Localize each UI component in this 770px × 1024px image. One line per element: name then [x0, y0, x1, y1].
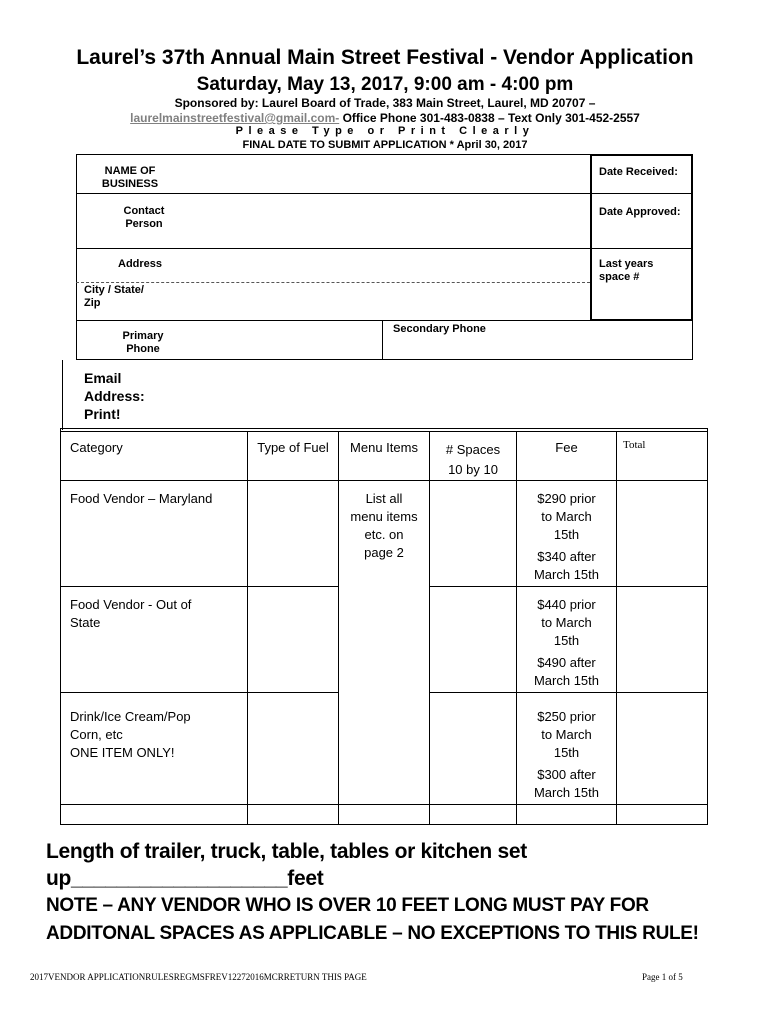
form-left-border	[76, 154, 77, 359]
address-field[interactable]	[176, 250, 586, 281]
row-2-category	[70, 596, 191, 632]
row-line-2b	[429, 692, 708, 693]
length-feet-field[interactable]	[78, 866, 296, 890]
length-line2: up___________________feet	[46, 867, 324, 890]
row-line-1b	[429, 586, 708, 587]
row-1-spaces-field[interactable]	[432, 483, 514, 583]
header-category: Category	[70, 440, 123, 455]
sponsor-line: Sponsored by: Laurel Board of Trade, 383 Main Street, Laurel, MD 20707 –	[174, 96, 596, 110]
row-1-category	[70, 490, 212, 508]
page-title: Laurel’s 37th Annual Main Street Festival - Vendor Application	[76, 46, 694, 69]
row-3-fee-prior-1: $250 prior	[537, 709, 596, 724]
menu-note-line3: etc. on	[364, 527, 404, 542]
contact-line2: Person	[125, 218, 163, 230]
menu-items-note	[339, 490, 429, 562]
primary-phone-field[interactable]	[186, 322, 380, 358]
col-line-3	[429, 431, 430, 825]
city-state-zip-label	[84, 284, 144, 310]
row-2-category-line1: Food Vendor - Out of	[70, 597, 192, 612]
row-1-category-line1: Food Vendor – Maryland	[70, 491, 213, 506]
menu-note-line2: menu items	[350, 509, 418, 524]
email-left-border	[62, 360, 63, 430]
header-spaces-line1: # Spaces	[445, 442, 501, 457]
contact-person-field[interactable]	[196, 195, 586, 247]
form-divider-5	[76, 359, 693, 360]
form-top-border	[76, 154, 590, 155]
city-line1: City / State/	[84, 284, 144, 296]
office-use-box	[590, 154, 693, 321]
last-years-line2: space #	[599, 271, 640, 283]
row-line-2a	[60, 692, 338, 693]
secondary-phone-label: Secondary Phone	[393, 323, 486, 335]
header-total: Total	[623, 439, 646, 451]
business-name-label	[78, 165, 182, 191]
row-3-fee-after-2: March 15th	[533, 785, 600, 800]
primary-phone-label	[106, 330, 180, 356]
applicant-form	[76, 154, 693, 430]
form-divider-2	[76, 248, 590, 249]
phone-split-line	[382, 320, 383, 359]
row-3-fee-prior-3: 15th	[553, 745, 580, 760]
business-name-line1: NAME OF	[104, 165, 156, 177]
length-line1: Length of trailer, truck, table, tables or kitchen set	[46, 840, 527, 863]
fee-table	[60, 428, 708, 828]
row-1-fee-after-1: $340 after	[537, 549, 596, 564]
row-2-fee-prior-2: to March	[541, 615, 592, 630]
warning-line1: NOTE – ANY VENDOR WHO IS OVER 10 FEET LONG MUST PAY FOR	[46, 895, 649, 916]
table-left-border	[60, 428, 61, 825]
email-line2: Address:	[84, 388, 145, 404]
primary-line1: Primary	[122, 330, 164, 342]
page-number: Page 1 of 5	[642, 972, 683, 982]
email-address-field[interactable]	[166, 362, 686, 428]
row-3-category-line2: Corn, etc	[70, 727, 123, 742]
email-link[interactable]: laurelmainstreetfestival@gmail.com-	[130, 111, 340, 125]
row-line-1a	[60, 586, 338, 587]
row-1-fee-after-2: March 15th	[533, 567, 600, 582]
row-3-spaces-field[interactable]	[432, 695, 514, 801]
menu-note-line1: List all	[365, 491, 403, 506]
form-right-border	[692, 320, 693, 359]
row-2-fee-prior-3: 15th	[553, 633, 580, 648]
row-line-header	[60, 480, 708, 481]
address-label: Address	[118, 258, 163, 270]
city-line2: Zip	[84, 297, 101, 309]
row-3-fee	[517, 708, 616, 802]
row-line-3	[60, 804, 708, 805]
row-2-category-line2: State	[70, 615, 101, 630]
deadline-line: FINAL DATE TO SUBMIT APPLICATION * April 30, 2017	[242, 139, 528, 151]
date-approved-label: Date Approved:	[599, 206, 681, 218]
oversize-warning	[46, 892, 699, 948]
last-years-space-label	[599, 258, 653, 284]
row-1-total-field[interactable]	[619, 483, 705, 583]
header-menu: Menu Items	[350, 440, 418, 455]
warning-line2: ADDITONAL SPACES AS APPLICABLE – NO EXCEPTIONS TO THIS RULE!	[46, 923, 699, 944]
secondary-phone-field[interactable]	[386, 337, 690, 358]
office-divider-1	[592, 193, 691, 194]
row-2-fuel-field[interactable]	[250, 589, 336, 689]
table-right-border	[707, 428, 708, 825]
form-divider-1	[76, 193, 590, 194]
row-3-category-line1: Drink/Ice Cream/Pop	[70, 709, 191, 724]
row-3-fee-prior-2: to March	[541, 727, 592, 742]
print-instruction: Please Type or Print Clearly	[235, 125, 535, 137]
contact-line	[0, 111, 770, 125]
row-2-fee-after-1: $490 after	[537, 655, 596, 670]
primary-line2: Phone	[126, 343, 160, 355]
row-2-fee	[517, 596, 616, 690]
table-top-line-2	[60, 431, 708, 432]
row-1-fee-prior-1: $290 prior	[537, 491, 596, 506]
row-1-fee	[517, 490, 616, 584]
row-3-category	[70, 708, 191, 762]
header-spaces-line2: 10 by 10	[448, 462, 498, 477]
event-date: Saturday, May 13, 2017, 9:00 am - 4:00 pm	[196, 74, 574, 95]
row-3-total-field[interactable]	[619, 695, 705, 801]
table-bottom-line	[60, 824, 708, 825]
table-top-line	[60, 428, 708, 429]
row-2-spaces-field[interactable]	[432, 589, 514, 689]
row-3-fee-after-1: $300 after	[537, 767, 596, 782]
office-divider-2	[592, 248, 691, 249]
row-1-fee-prior-3: 15th	[553, 527, 580, 542]
row-3-category-line3: ONE ITEM ONLY!	[70, 745, 175, 760]
phone-numbers: Office Phone 301-483-0838 – Text Only 301-452-2557	[339, 111, 640, 125]
row-1-fuel-field[interactable]	[250, 483, 336, 583]
row-2-fee-after-2: March 15th	[533, 673, 600, 688]
contact-line1: Contact	[123, 205, 165, 217]
header-fuel: Type of Fuel	[257, 440, 329, 455]
email-address-label	[84, 369, 145, 423]
date-received-label: Date Received:	[599, 166, 678, 178]
last-years-line1: Last years	[599, 258, 654, 270]
business-name-line2: BUSINESS	[101, 178, 159, 190]
business-name-field[interactable]	[186, 156, 586, 192]
col-line-1	[247, 431, 248, 825]
header-fee: Fee	[555, 440, 578, 455]
row-2-total-field[interactable]	[619, 589, 705, 689]
contact-person-label	[96, 205, 192, 231]
row-2-fee-prior-1: $440 prior	[537, 597, 596, 612]
header-spaces	[430, 440, 516, 480]
email-line3: Print!	[84, 406, 121, 422]
city-state-zip-field[interactable]	[166, 284, 586, 319]
row-3-fuel-field[interactable]	[250, 695, 336, 801]
col-line-5	[616, 431, 617, 825]
row-1-fee-prior-2: to March	[541, 509, 592, 524]
footer-document-code: 2017VENDOR APPLICATIONRULESREGMSFREV12272016MCRRETURN THIS PAGE	[30, 972, 367, 982]
email-line1: Email	[84, 370, 122, 386]
menu-note-line4: page 2	[364, 545, 404, 560]
